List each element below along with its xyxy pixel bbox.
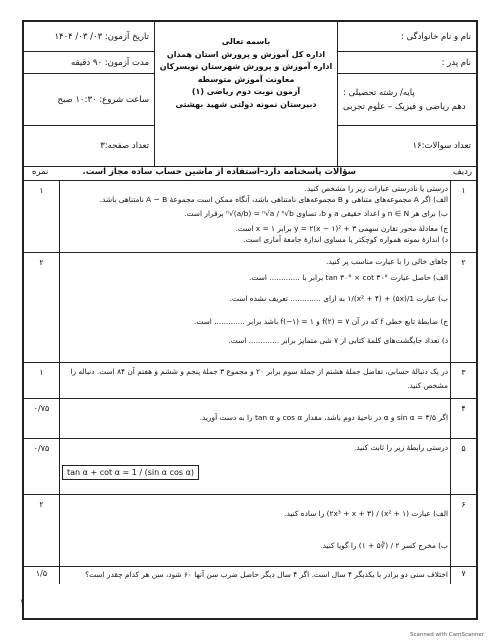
header-line-3: اداره آموزش و پرورش شهرستان تویسرکان: [159, 62, 333, 71]
question-number: ۱: [450, 180, 476, 252]
question-line: ب) مخرج کسر ۲ / (∛۵ + ۱) را گویا کنید.: [320, 541, 448, 550]
question-number: ۶: [450, 494, 476, 566]
exam-info-column: [24, 22, 155, 166]
header-line-2: اداره کل آموزش و پرورش استان همدان: [166, 49, 326, 59]
exam-start-time: ساعت شروع: ۱۰:۳۰ صبح: [24, 74, 154, 126]
question-score: ۱/۵: [24, 566, 60, 584]
name-field: نام و نام خانوادگی :: [338, 22, 476, 52]
question-line: درستی یا نادرستی عبارات زیر را مشخص کنید.: [304, 184, 448, 193]
question-body: [62, 401, 448, 436]
grade-field: [338, 74, 476, 126]
question-line: ب) عبارت 1/(۵x) + ۱/(x² + ۴) به ازای ............. تعریف نشده است.: [229, 294, 448, 303]
question-score: ۲: [24, 252, 60, 362]
page-number: ۱: [20, 598, 24, 606]
exam-date: تاریخ آزمون: ۰۳/ ۰۳/ ۱۴۰۴: [24, 22, 154, 52]
header-line-4: معاونت آموزش متوسطه: [197, 74, 295, 84]
question-line: د) تعداد جایگشت‌های کلمهٔ کتابی از ۷ شی متمایز برابر ............. است.: [228, 336, 448, 345]
school-info-column: [154, 22, 338, 166]
exam-header: [24, 22, 476, 167]
question-number: ۴: [450, 398, 476, 438]
student-info-column: [337, 22, 476, 166]
questions-title-bar: [24, 166, 476, 181]
score-column-header: نمره: [32, 167, 49, 177]
question-line: الف) عبارت (x² + ۱) / (۲x³ + x + ۳) را ساده کنید.: [284, 509, 448, 518]
question-count: تعداد سوالات:۱۶: [412, 141, 471, 151]
question-row: [24, 438, 476, 495]
question-line: الف) حاصل عبارت tan ۳۰° × cot ۳۰° برابر با ............. است.: [249, 273, 448, 282]
question-row: [24, 362, 476, 399]
grade-label: پایه/ رشته تحصیلی :: [343, 87, 415, 98]
question-score: ۰/۷۵: [24, 438, 60, 494]
question-line: الف) اگر A مجموعه‌های متناهی و B مجموعه‌های نامتناهی باشد، آنگاه ممکن است مجموعهٔ A − B نامتناهی باشد.: [99, 195, 448, 204]
question-line: اختلاف سنی دو برادر با یکدیگر ۴ سال است. اگر ۴ سال دیگر حاصل ضرب سن آنها ۶۰ شود، سن هر کدام چقدر است؟: [85, 570, 448, 579]
scanner-watermark: Scanned with CamScanner: [410, 632, 484, 638]
question-body: [62, 441, 448, 492]
father-field: نام پدر :: [338, 52, 476, 74]
header-line-6: دبیرستان نمونه دولتی شهید بهشتی: [175, 99, 317, 109]
grade-value: دهم ریاضی و فیزیک – علوم تجربی: [343, 101, 466, 112]
identity-formula: tan α + cot α = 1 / (sin α cos α): [62, 465, 199, 480]
instructions-title: سؤالات پاسخنامه دارد–استفاده از ماشین حساب ساده مجاز است.: [82, 167, 356, 177]
header-line-5: آزمون نوبت دوم ریاضی (۱): [191, 87, 301, 96]
header-line-1: باسمه تعالی: [221, 37, 271, 46]
question-line: ج) معادلهٔ محور تقارن سهمی y = ۲(x − ۱)² + ۳ برابر x = ۱ است.: [235, 224, 448, 233]
question-row: [24, 398, 476, 439]
exam-page: [22, 20, 478, 620]
question-number: ۲: [450, 252, 476, 362]
question-line: مشخص کنید.: [407, 381, 448, 390]
question-line: جاهای خالی را با عبارت مناسب پر کنید.: [325, 257, 448, 266]
question-line: در یک دنبالهٔ حسابی، تفاضل جملهٔ هشتم از جملهٔ سوم برابر ۲۰ و مجموع ۳ جملهٔ پنجم و ششم و هفتم آن ۸۴ است. دنباله را: [70, 367, 448, 376]
question-score: ۰/۷۵: [24, 398, 60, 438]
question-line: د) اندازهٔ نمونه همواره کوچکتر یا مساوی اندازهٔ جامعهٔ آماری است.: [243, 235, 448, 244]
question-score: ۲: [24, 494, 60, 566]
page-count: تعداد صفحه:۳: [100, 141, 149, 151]
row-column-header: ردیف: [452, 167, 472, 177]
question-body: [62, 569, 448, 582]
question-number: ۵: [450, 438, 476, 494]
question-row: [24, 494, 476, 567]
question-row: [24, 180, 476, 253]
question-score: ۱: [24, 362, 60, 398]
question-line: ج) ضابطهٔ تابع خطی f که در آن f(۲) = ۷ و f(−۱) = ۱ باشد برابر ............. است.: [194, 317, 448, 326]
question-line: درستی رابطهٔ زیر را ثابت کنید.: [353, 443, 448, 452]
question-body: [62, 183, 448, 250]
question-row: [24, 252, 476, 363]
question-number: ۳: [450, 362, 476, 398]
question-row: [24, 566, 476, 584]
question-body: [62, 497, 448, 564]
question-score: ۱: [24, 180, 60, 252]
question-body: [62, 255, 448, 360]
question-line: اگر sin α = ۳/۵ و α در ناحیهٔ دوم باشد، مقدار cos α و tan α را به دست آورید.: [199, 413, 448, 422]
exam-duration: مدت آزمون: ۹۰ دقیقه: [24, 52, 154, 74]
question-body: [62, 365, 448, 396]
question-number: ۷: [450, 566, 476, 584]
question-line: ب) برای هر n ∈ N و اعداد حقیقی a و b، تساوی ⁿ√(a/b) = ⁿ√a / ⁿ√b برقرار است.: [184, 209, 448, 218]
